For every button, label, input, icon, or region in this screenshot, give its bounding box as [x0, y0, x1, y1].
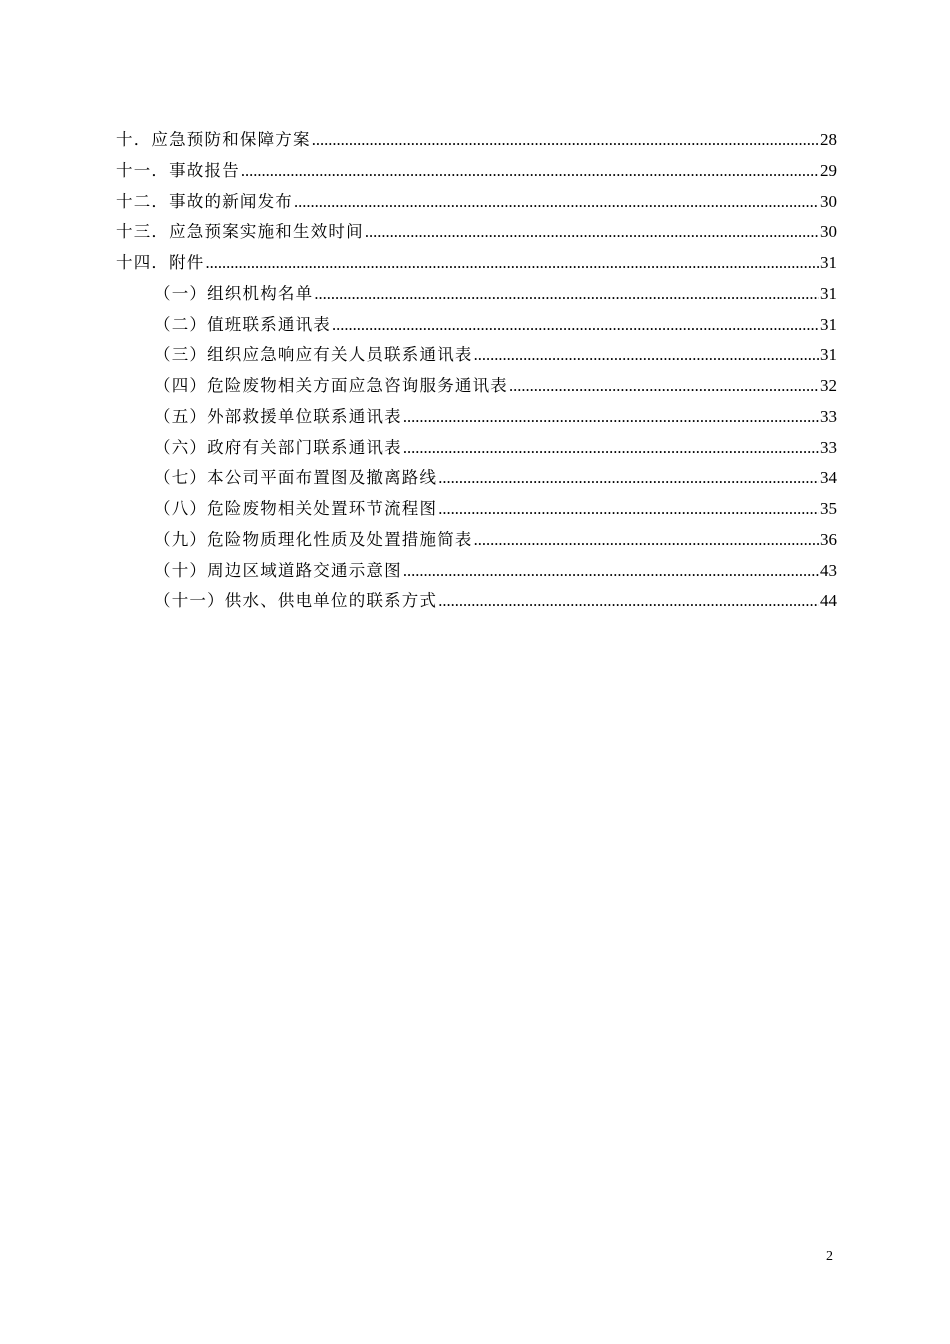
toc-dot-leader: [365, 217, 819, 248]
toc-subentry[interactable]: [116, 556, 837, 587]
toc-entry-label: （四）危险废物相关方面应急咨询服务通讯表: [154, 376, 508, 395]
toc-entry-page: 31: [820, 314, 837, 334]
toc-entry-page: 33: [820, 406, 837, 426]
toc-dot-leader: [438, 494, 819, 525]
toc-entry-page: 35: [820, 499, 837, 518]
toc-dot-leader: [332, 310, 819, 341]
toc-dot-leader: [509, 371, 819, 402]
toc-dot-leader: [206, 248, 820, 279]
toc-entry-page: 33: [820, 437, 837, 457]
toc-dot-leader: [294, 187, 819, 218]
toc-dot-leader: [438, 586, 819, 617]
toc-entry-page: 29: [820, 160, 837, 180]
toc-entry-label: （六）政府有关部门联系通讯表: [154, 437, 402, 457]
toc-entry-label: （三）组织应急响应有关人员联系通讯表: [154, 345, 473, 365]
toc-dot-leader: [474, 340, 819, 371]
toc-entry-label: （一）组织机构名单: [154, 283, 314, 303]
toc-entry-label: 十四．附件: [116, 253, 205, 272]
toc-entry-page: 31: [820, 345, 837, 365]
toc-dot-leader: [241, 156, 819, 187]
toc-entry[interactable]: [116, 125, 837, 156]
toc-dot-leader: [474, 525, 819, 556]
toc-entry-page: 31: [820, 253, 837, 272]
toc-entry-label: （五）外部救援单位联系通讯表: [154, 406, 402, 426]
toc-subentry[interactable]: [116, 525, 837, 556]
toc-entry-page: 31: [820, 283, 837, 303]
toc-entry-label: 十三．应急预案实施和生效时间: [116, 222, 364, 242]
toc-subentry[interactable]: [116, 463, 837, 494]
toc-entry-page: 44: [820, 591, 837, 611]
toc-entry-label: 十一．事故报告: [116, 160, 240, 180]
toc-entry-label: （十一）供水、供电单位的联系方式: [154, 591, 438, 611]
toc-subentry[interactable]: [116, 340, 837, 371]
toc-subentry[interactable]: [116, 494, 837, 525]
toc-dot-leader: [403, 556, 819, 587]
toc-subentry[interactable]: [116, 433, 837, 464]
toc-dot-leader: [314, 279, 819, 310]
toc-subentry[interactable]: [116, 402, 837, 433]
toc-entry-label: （十）周边区域道路交通示意图: [154, 560, 402, 580]
toc-entry-label: （七）本公司平面布置图及撤离路线: [154, 468, 438, 488]
toc-entry-page: 43: [820, 560, 837, 580]
toc-subentry[interactable]: [116, 371, 837, 402]
toc-subentry[interactable]: [116, 279, 837, 310]
toc-entry-label: （八）危险废物相关处置环节流程图: [154, 499, 438, 518]
toc-dot-leader: [312, 125, 819, 156]
toc-entry-page: 34: [820, 468, 837, 488]
toc-subentry[interactable]: [116, 586, 837, 617]
toc-entry-label: 十．应急预防和保障方案: [116, 130, 311, 149]
toc-entry-label: （九）危险物质理化性质及处置措施简表: [154, 529, 473, 549]
toc-entry-page: 30: [820, 191, 837, 211]
toc-dot-leader: [403, 402, 819, 433]
toc-entry[interactable]: [116, 187, 837, 218]
toc-subentry[interactable]: [116, 310, 837, 341]
toc-dot-leader: [403, 433, 819, 464]
table-of-contents: [116, 125, 837, 617]
toc-entry-label: 十二．事故的新闻发布: [116, 191, 293, 211]
toc-entry[interactable]: [116, 217, 837, 248]
page-number: 2: [826, 1249, 833, 1264]
toc-entry-page: 28: [820, 130, 837, 149]
toc-entry[interactable]: [116, 156, 837, 187]
toc-entry[interactable]: [116, 248, 837, 279]
toc-entry-page: 36: [820, 529, 837, 549]
toc-entry-page: 30: [820, 222, 837, 242]
toc-entry-page: 32: [820, 376, 837, 395]
toc-entry-label: （二）值班联系通讯表: [154, 314, 331, 334]
toc-dot-leader: [438, 463, 819, 494]
